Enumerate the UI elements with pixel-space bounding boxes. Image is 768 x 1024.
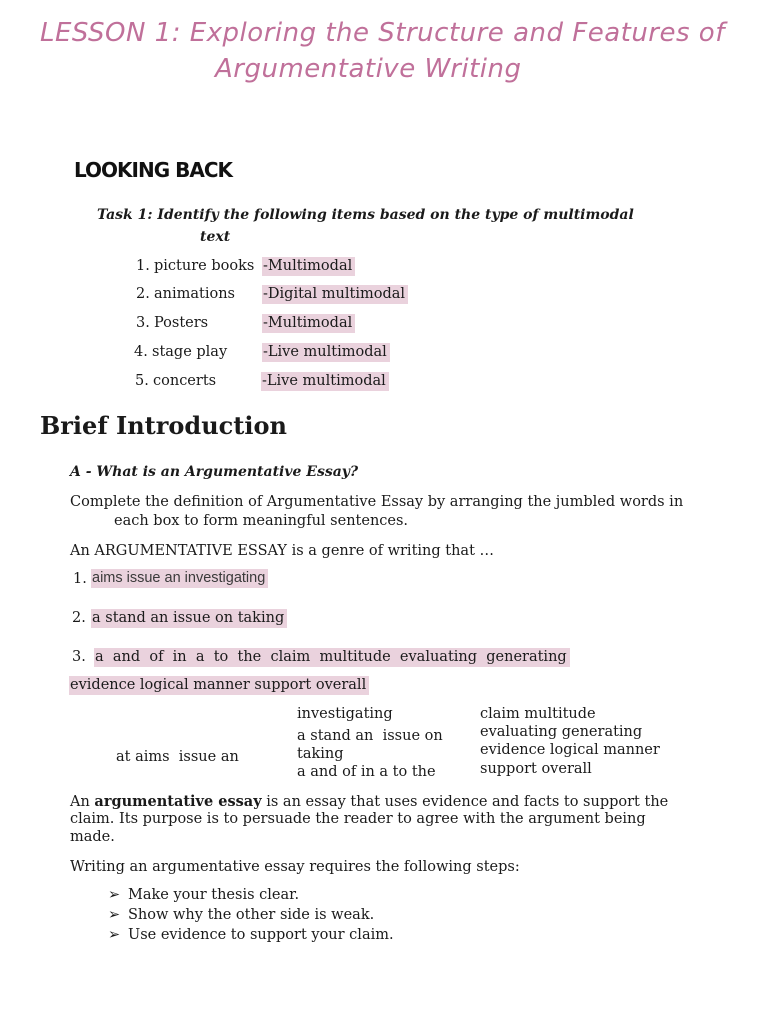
step-text: Use evidence to support your claim. (128, 927, 394, 943)
task-item-num: 5. (135, 373, 149, 389)
lesson-title-line1: LESSON 1: Exploring the Structure and Features of (40, 18, 725, 48)
arrow-bullet-icon: ➢ (108, 887, 121, 903)
instruction-line2: each box to form meaningful sentences. (114, 513, 409, 529)
word-box-1: at aims issue an (116, 749, 239, 765)
task-item-label: picture books (154, 258, 255, 274)
lead-sentence: An ARGUMENTATIVE ESSAY is a genre of writing that … (70, 543, 495, 559)
answer-2-number: 2. (72, 610, 86, 626)
word-box-3-line: evidence logical manner (480, 742, 660, 758)
instruction-line1: Complete the definition of Argumentative Essay by arranging the jumbled words in (70, 494, 684, 510)
word-box-3-line: claim multitude (480, 706, 596, 722)
step-text: Make your thesis clear. (128, 887, 300, 903)
task-instruction-line2: text (200, 229, 231, 245)
answer-3-line1: a and of in a to the claim multitude evaluating generating (94, 648, 570, 667)
task-item-answer: -Multimodal (262, 314, 355, 333)
task-item-label: stage play (152, 344, 228, 360)
task-item-num: 2. (136, 286, 150, 302)
step-item (108, 925, 394, 945)
task-item-answer: -Live multimodal (261, 372, 389, 391)
definition-line2: claim. Its purpose is to persuade the reader to agree with the argument being (70, 811, 646, 827)
step-item (108, 905, 394, 925)
word-box-3-line: evaluating generating (480, 724, 643, 740)
step-item (108, 885, 394, 905)
word-box-2-line: investigating (297, 706, 393, 722)
task-item-answer: -Live multimodal (262, 343, 390, 362)
looking-back-heading: LOOKING BACK (74, 158, 232, 182)
task-item-num: 3. (136, 315, 150, 331)
arrow-bullet-icon: ➢ (108, 927, 121, 943)
task-instruction-line1: Task 1: Identify the following items based on the type of multimodal (97, 207, 634, 223)
task-item-label: Posters (154, 315, 209, 331)
task-item-num: 4. (134, 344, 148, 360)
answer-1: aims issue an investigating (91, 569, 268, 588)
word-box-2-line: a stand an issue on (297, 728, 443, 744)
definition-prefix: An (70, 794, 95, 810)
word-box-2-line: a and of in a to the (297, 764, 436, 780)
task-item-label: concerts (153, 373, 217, 389)
task-item-num: 1. (136, 258, 150, 274)
answer-3-number: 3. (72, 649, 86, 665)
task-item-answer: -Multimodal (262, 257, 355, 276)
definition-line1 (70, 792, 668, 812)
answer-2: a stand an issue on taking (91, 609, 287, 628)
lesson-title-line2: Argumentative Writing (215, 54, 522, 84)
question-a: A - What is an Argumentative Essay? (70, 464, 359, 480)
brief-introduction-heading: Brief Introduction (40, 411, 287, 440)
definition-term: argumentative essay (94, 793, 262, 810)
task-item-label: animations (154, 286, 235, 302)
answer-3-line2: evidence logical manner support overall (69, 676, 369, 695)
word-box-2-line: taking (297, 746, 344, 762)
task-item-answer: -Digital multimodal (262, 285, 408, 304)
definition-rest: is an essay that uses evidence and facts to support the (261, 794, 669, 810)
definition-line3: made. (70, 829, 115, 845)
steps-intro: Writing an argumentative essay requires the following steps: (70, 859, 520, 875)
arrow-bullet-icon: ➢ (108, 907, 121, 923)
answer-1-number: 1. (73, 571, 87, 587)
step-text: Show why the other side is weak. (128, 907, 375, 923)
word-box-3-line: support overall (480, 761, 592, 777)
steps-list (108, 885, 394, 945)
